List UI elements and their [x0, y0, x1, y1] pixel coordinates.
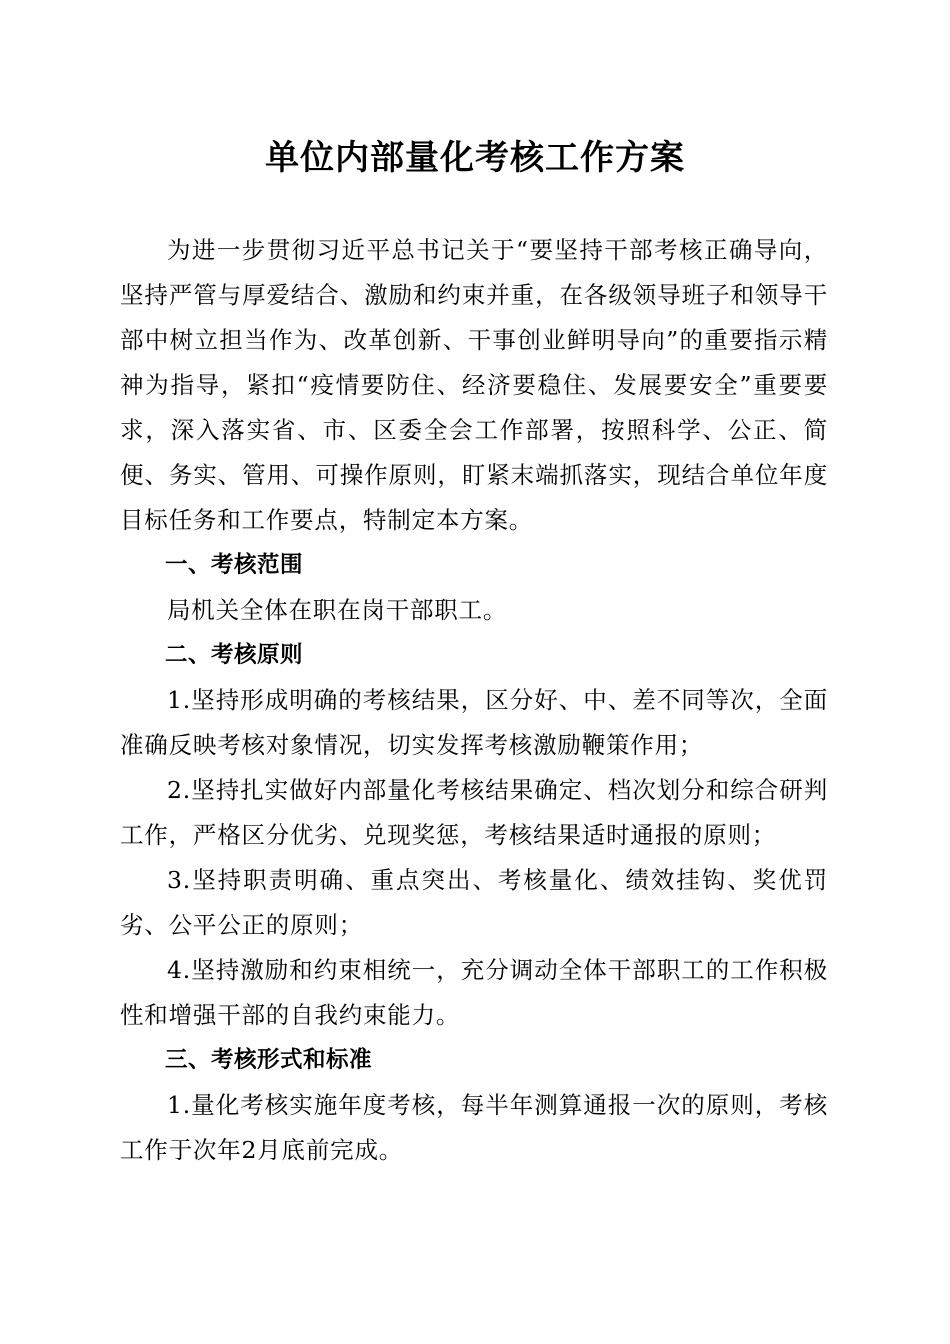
principle-item-2: 2.坚持扎实做好内部量化考核结果确定、档次划分和综合研判工作，严格区分优劣、兑现奖惩，考核结果适时通报的原则；: [120, 776, 828, 849]
principle-item-4: 4.坚持激励和约束相统一，充分调动全体干部职工的工作积极性和增强干部的自我约束能力。: [120, 956, 828, 1029]
scope-paragraph: 局机关全体在职在岗干部职工。: [167, 596, 508, 624]
section-heading-principles: 二、考核原则: [165, 642, 304, 668]
document-title: 单位内部量化考核工作方案: [265, 138, 685, 178]
form-item-1: 1.量化考核实施年度考核，每半年测算通报一次的原则，考核工作于次年2月底前完成。: [120, 1091, 828, 1164]
principle-item-1: 1.坚持形成明确的考核结果，区分好、中、差不同等次，全面准确反映考核对象情况，切实发挥考核激励鞭策作用；: [120, 686, 828, 759]
intro-paragraph: 为进一步贯彻习近平总书记关于“要坚持干部考核正确导向，坚持严管与厚爱结合、激励和约束并重，在各级领导班子和领导干部中树立担当作为、改革创新、干事创业鲜明导向”的重要指示精神为指导，紧扣“疫情要防住、经济要稳住、发展要安全”重要要求，深入落实省、市、区委全会工作部署，按照科学、公正、简便、务实、管用、可操作原则，盯紧末端抓落实，现结合单位年度目标任务和工作要点，特制定本方案。: [120, 236, 828, 534]
principle-item-3: 3.坚持职责明确、重点突出、考核量化、绩效挂钩、奖优罚劣、公平公正的原则；: [120, 866, 828, 939]
section-heading-form-standards: 三、考核形式和标准: [165, 1047, 373, 1073]
document-body: [120, 228, 828, 1173]
section-heading-scope: 一、考核范围: [165, 552, 304, 578]
